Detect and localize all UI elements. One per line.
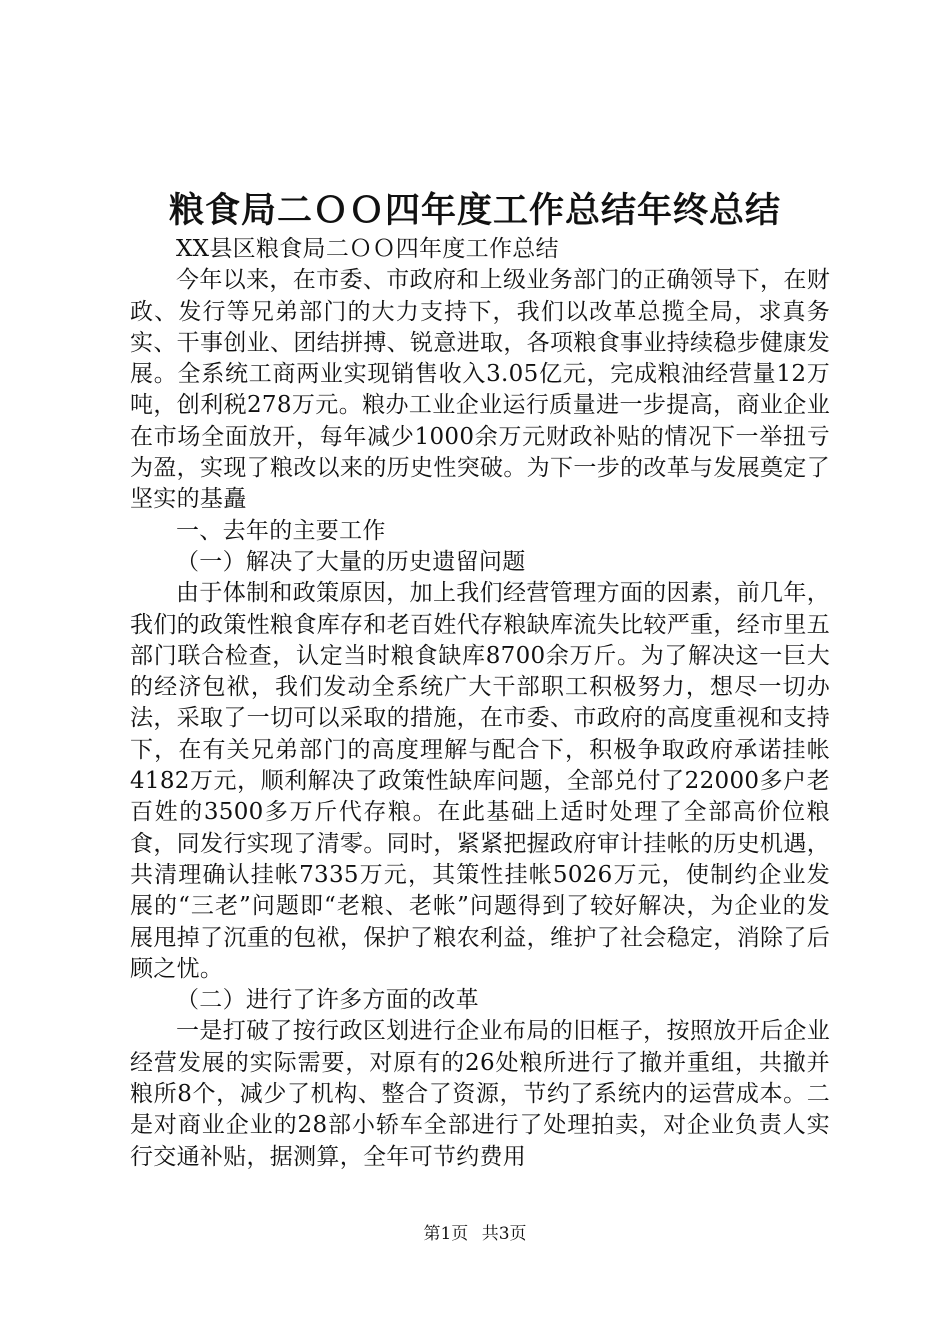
intro-paragraph: 今年以来，在市委、市政府和上级业务部门的正确领导下，在财政、发行等兄弟部门的大力支持下，我们以改革总揽全局，求真务实、干事创业、团结拼搏、锐意进取，各项粮食事业持续稳步健康发展。全系统工商两业实现销售收入3.05亿元，完成粮油经营量12万吨，创利税278万元。粮办工业企业运行质量进一步提高，商业企业在市场全面放开，每年减少1000余万元财政补贴的情况下一举扭亏为盈，实现了粮改以来的历史性突破。为下一步的改革与发展奠定了坚实的基矗: [130, 267, 830, 513]
subsection-heading: （二）进行了许多方面的改革: [176, 987, 479, 1014]
document-body: [130, 234, 830, 1173]
body-paragraph: 一是打破了按行政区划进行企业布局的旧框子，按照放开后企业经营发展的实际需要，对原有的26处粮所进行了撤并重组，共撤并粮所8个，减少了机构、整合了资源，节约了系统内的运营成本。二是对商业企业的28部小轿车全部进行了处理拍卖，对企业负责人实行交通补贴，据测算，全年可节约费用: [130, 1018, 830, 1170]
body-paragraph: 由于体制和政策原因，加上我们经营管理方面的因素，前几年，我们的政策性粮食库存和老百姓代存粮缺库流失比较严重，经市里五部门联合检查，认定当时粮食缺库8700余万斤。为了解决这一巨大的经济包袱，我们发动全系统广大干部职工积极努力，想尽一切办法，采取了一切可以采取的措施，在市委、市政府的高度重视和支持下，在有关兄弟部门的高度理解与配合下，积极争取政府承诺挂帐4182万元，顺利解决了政策性缺库问题，全部兑付了22000多户老百姓的3500多万斤代存粮。在此基础上适时处理了全部高价位粮食，同发行实现了清零。同时，紧紧把握政府审计挂帐的历史机遇，共清理确认挂帐7335万元，其策性挂帐5026万元，使制约企业发展的“三老”问题即“老粮、老帐”问题得到了较好解决，为企业的发展甩掉了沉重的包袱，保护了粮农利益，维护了社会稳定，消除了后顾之忧。: [130, 580, 830, 982]
section-heading: 一、去年的主要工作: [176, 517, 386, 544]
subsection-heading: （一）解决了大量的历史遗留问题: [176, 548, 526, 575]
document-title: 粮食局二ＯＯ四年度工作总结年终总结: [168, 190, 781, 231]
document-subtitle: XX县区粮食局二ＯＯ四年度工作总结: [176, 236, 559, 262]
page-number: 第1页: [423, 1224, 469, 1244]
page-total: 共3页: [481, 1224, 527, 1244]
page-footer: [0, 1222, 950, 1246]
